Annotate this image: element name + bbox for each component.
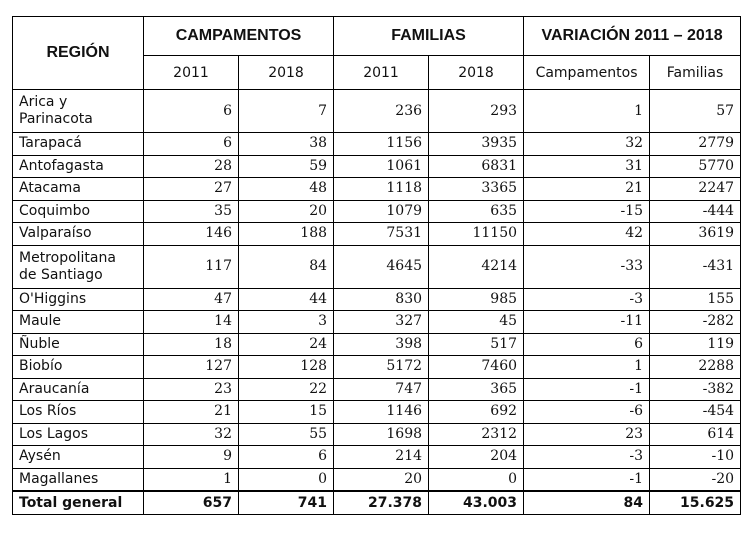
variacion-campamentos-cell: -15 (524, 200, 650, 223)
variacion-campamentos-cell: 42 (524, 223, 650, 246)
region-cell: O'Higgins (13, 288, 144, 311)
subheader-campamentos-2011: 2011 (144, 56, 239, 90)
familias-2018-cell: 45 (429, 311, 524, 334)
campamentos-table (12, 16, 741, 515)
variacion-campamentos-cell: 1 (524, 356, 650, 379)
campamentos-2018-cell: 128 (239, 356, 334, 379)
table-row (13, 446, 741, 469)
campamentos-2011-cell: 23 (144, 378, 239, 401)
region-cell: Metropolitana de Santiago (13, 245, 144, 288)
familias-2011-cell: 747 (334, 378, 429, 401)
header-region: REGIÓN (13, 17, 144, 90)
table-row (13, 401, 741, 424)
table-row (13, 288, 741, 311)
region-cell: Atacama (13, 178, 144, 201)
campamentos-2011-cell: 127 (144, 356, 239, 379)
header-variacion: VARIACIÓN 2011 – 2018 (524, 17, 741, 56)
region-cell: Coquimbo (13, 200, 144, 223)
table-body (13, 90, 741, 515)
familias-2018-cell: 635 (429, 200, 524, 223)
familias-2011-cell: 398 (334, 333, 429, 356)
region-cell: Valparaíso (13, 223, 144, 246)
table-row (13, 90, 741, 133)
variacion-familias-cell: -454 (650, 401, 741, 424)
table-row (13, 133, 741, 156)
campamentos-2018-cell: 6 (239, 446, 334, 469)
campamentos-2011-cell: 21 (144, 401, 239, 424)
region-cell: Los Ríos (13, 401, 144, 424)
variacion-campamentos-cell: -6 (524, 401, 650, 424)
campamentos-2011-cell: 35 (144, 200, 239, 223)
familias-2011-cell: 1079 (334, 200, 429, 223)
total-familias-2011-cell: 27.378 (334, 491, 429, 515)
familias-2018-cell: 11150 (429, 223, 524, 246)
familias-2018-cell: 293 (429, 90, 524, 133)
familias-2018-cell: 692 (429, 401, 524, 424)
familias-2011-cell: 830 (334, 288, 429, 311)
table-row (13, 333, 741, 356)
variacion-campamentos-cell: -3 (524, 288, 650, 311)
campamentos-2011-cell: 32 (144, 423, 239, 446)
familias-2018-cell: 2312 (429, 423, 524, 446)
total-familias-2018-cell: 43.003 (429, 491, 524, 515)
subheader-campamentos-2018: 2018 (239, 56, 334, 90)
campamentos-2011-cell: 117 (144, 245, 239, 288)
campamentos-2011-cell: 146 (144, 223, 239, 246)
campamentos-2011-cell: 47 (144, 288, 239, 311)
campamentos-2018-cell: 7 (239, 90, 334, 133)
familias-2011-cell: 1698 (334, 423, 429, 446)
campamentos-2011-cell: 9 (144, 446, 239, 469)
table-row (13, 200, 741, 223)
table-row (13, 311, 741, 334)
region-cell: Maule (13, 311, 144, 334)
familias-2011-cell: 1118 (334, 178, 429, 201)
campamentos-2011-cell: 6 (144, 90, 239, 133)
region-cell: Antofagasta (13, 155, 144, 178)
table-row (13, 468, 741, 491)
variacion-campamentos-cell: 23 (524, 423, 650, 446)
familias-2018-cell: 3365 (429, 178, 524, 201)
campamentos-2018-cell: 59 (239, 155, 334, 178)
familias-2018-cell: 517 (429, 333, 524, 356)
variacion-familias-cell: 5770 (650, 155, 741, 178)
campamentos-2011-cell: 1 (144, 468, 239, 491)
subheader-variacion-campamentos: Campamentos (524, 56, 650, 90)
total-variacion-familias-cell: 15.625 (650, 491, 741, 515)
campamentos-2011-cell: 14 (144, 311, 239, 334)
familias-2018-cell: 365 (429, 378, 524, 401)
variacion-familias-cell: 57 (650, 90, 741, 133)
variacion-campamentos-cell: 21 (524, 178, 650, 201)
subheader-variacion-familias: Familias (650, 56, 741, 90)
variacion-familias-cell: 2288 (650, 356, 741, 379)
total-variacion-campamentos-cell: 84 (524, 491, 650, 515)
variacion-familias-cell: 2247 (650, 178, 741, 201)
table-row (13, 223, 741, 246)
variacion-familias-cell: 119 (650, 333, 741, 356)
campamentos-2011-cell: 18 (144, 333, 239, 356)
variacion-familias-cell: -431 (650, 245, 741, 288)
variacion-campamentos-cell: 32 (524, 133, 650, 156)
familias-2011-cell: 214 (334, 446, 429, 469)
variacion-campamentos-cell: -3 (524, 446, 650, 469)
campamentos-2018-cell: 84 (239, 245, 334, 288)
campamentos-2018-cell: 48 (239, 178, 334, 201)
total-campamentos-2018-cell: 741 (239, 491, 334, 515)
variacion-campamentos-cell: 31 (524, 155, 650, 178)
table-row (13, 178, 741, 201)
campamentos-2011-cell: 28 (144, 155, 239, 178)
campamentos-2018-cell: 24 (239, 333, 334, 356)
variacion-familias-cell: -10 (650, 446, 741, 469)
table-row (13, 356, 741, 379)
variacion-campamentos-cell: -1 (524, 468, 650, 491)
table-row (13, 423, 741, 446)
variacion-familias-cell: 614 (650, 423, 741, 446)
total-row (13, 491, 741, 515)
familias-2011-cell: 5172 (334, 356, 429, 379)
table-row (13, 245, 741, 288)
subheader-familias-2018: 2018 (429, 56, 524, 90)
familias-2011-cell: 7531 (334, 223, 429, 246)
familias-2011-cell: 1146 (334, 401, 429, 424)
region-cell: Araucanía (13, 378, 144, 401)
campamentos-2011-cell: 27 (144, 178, 239, 201)
variacion-familias-cell: 155 (650, 288, 741, 311)
table-row (13, 155, 741, 178)
region-cell: Ñuble (13, 333, 144, 356)
subheader-familias-2011: 2011 (334, 56, 429, 90)
campamentos-2018-cell: 188 (239, 223, 334, 246)
campamentos-2011-cell: 6 (144, 133, 239, 156)
variacion-campamentos-cell: 6 (524, 333, 650, 356)
campamentos-2018-cell: 20 (239, 200, 334, 223)
region-cell: Biobío (13, 356, 144, 379)
table-row (13, 378, 741, 401)
total-region-cell: Total general (13, 491, 144, 515)
variacion-familias-cell: -20 (650, 468, 741, 491)
variacion-familias-cell: -444 (650, 200, 741, 223)
variacion-campamentos-cell: -1 (524, 378, 650, 401)
campamentos-2018-cell: 44 (239, 288, 334, 311)
campamentos-2018-cell: 38 (239, 133, 334, 156)
familias-2018-cell: 0 (429, 468, 524, 491)
familias-2011-cell: 20 (334, 468, 429, 491)
campamentos-2018-cell: 55 (239, 423, 334, 446)
variacion-familias-cell: 2779 (650, 133, 741, 156)
variacion-familias-cell: -282 (650, 311, 741, 334)
variacion-familias-cell: -382 (650, 378, 741, 401)
campamentos-2018-cell: 22 (239, 378, 334, 401)
familias-2011-cell: 4645 (334, 245, 429, 288)
familias-2018-cell: 204 (429, 446, 524, 469)
familias-2011-cell: 236 (334, 90, 429, 133)
region-cell: Magallanes (13, 468, 144, 491)
familias-2018-cell: 6831 (429, 155, 524, 178)
header-familias: FAMILIAS (334, 17, 524, 56)
variacion-campamentos-cell: 1 (524, 90, 650, 133)
familias-2018-cell: 3935 (429, 133, 524, 156)
campamentos-2018-cell: 3 (239, 311, 334, 334)
familias-2018-cell: 4214 (429, 245, 524, 288)
region-cell: Los Lagos (13, 423, 144, 446)
variacion-familias-cell: 3619 (650, 223, 741, 246)
header-campamentos: CAMPAMENTOS (144, 17, 334, 56)
familias-2011-cell: 1061 (334, 155, 429, 178)
region-cell: Aysén (13, 446, 144, 469)
campamentos-2018-cell: 15 (239, 401, 334, 424)
region-cell: Arica y Parinacota (13, 90, 144, 133)
variacion-campamentos-cell: -11 (524, 311, 650, 334)
total-campamentos-2011-cell: 657 (144, 491, 239, 515)
familias-2018-cell: 7460 (429, 356, 524, 379)
campamentos-2018-cell: 0 (239, 468, 334, 491)
variacion-campamentos-cell: -33 (524, 245, 650, 288)
familias-2011-cell: 1156 (334, 133, 429, 156)
familias-2011-cell: 327 (334, 311, 429, 334)
region-cell: Tarapacá (13, 133, 144, 156)
familias-2018-cell: 985 (429, 288, 524, 311)
